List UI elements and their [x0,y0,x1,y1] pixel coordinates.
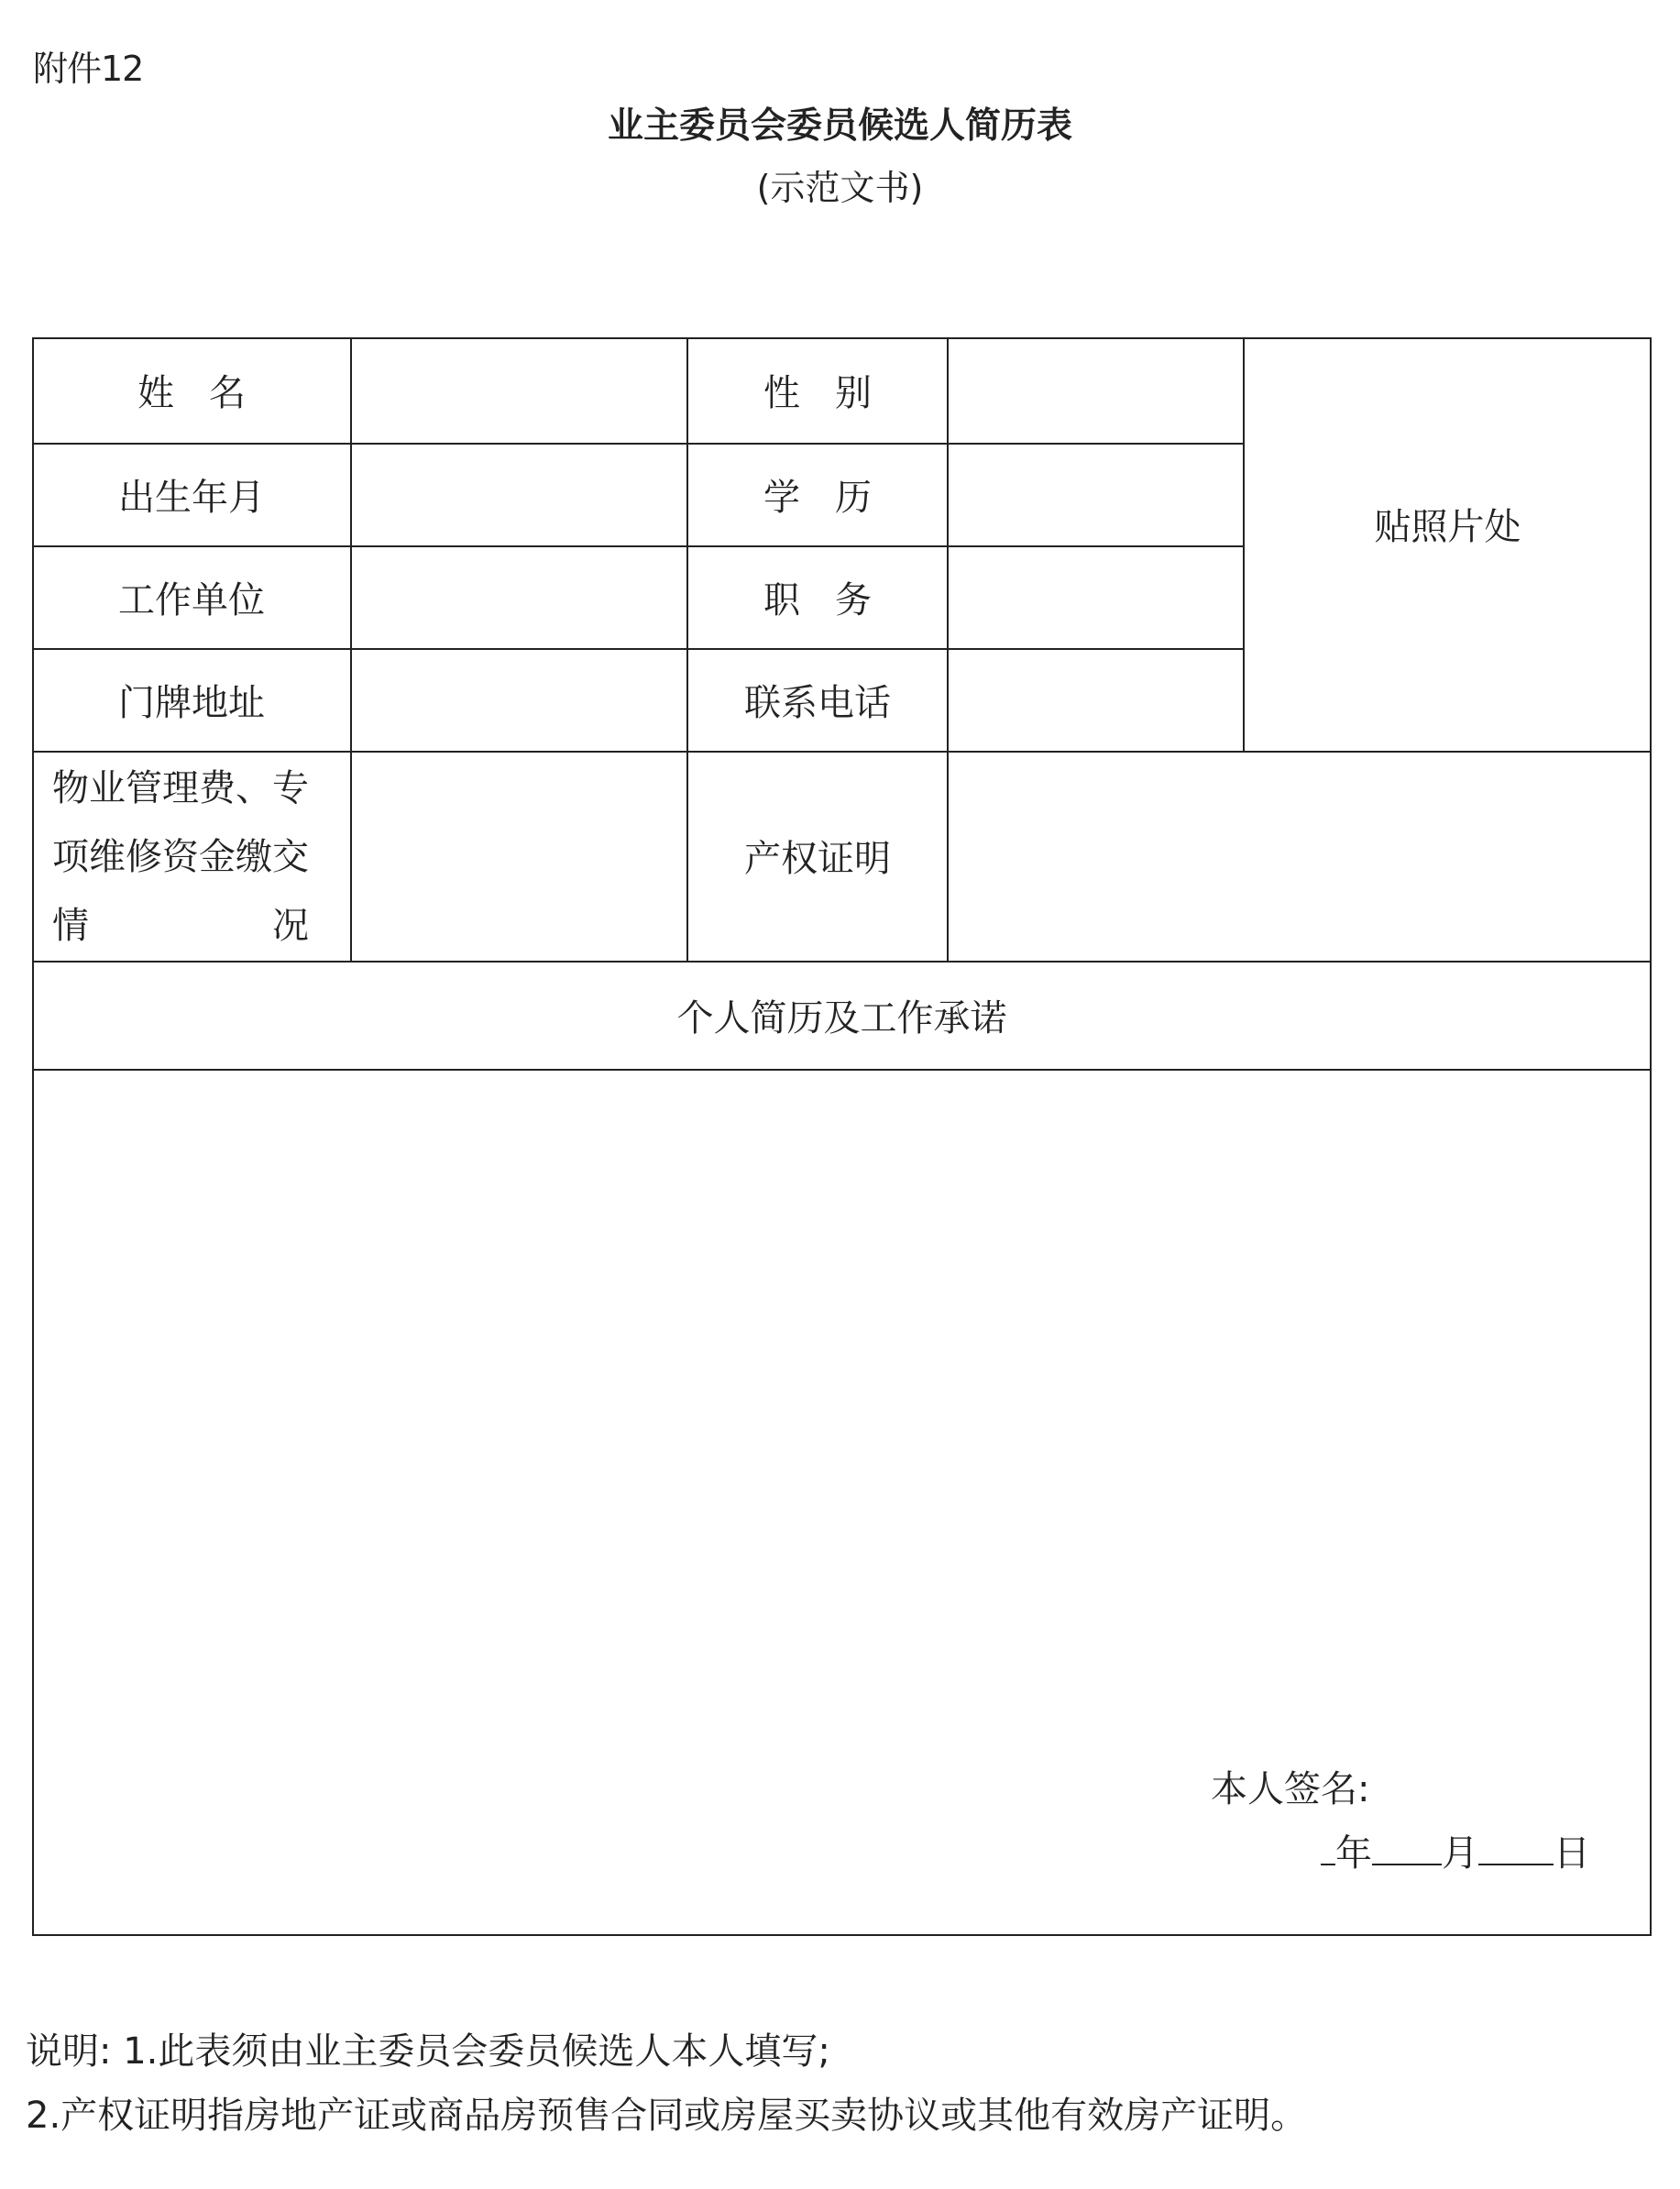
signature-date[interactable] [1321,1824,1590,1876]
column-divider [1243,337,1245,752]
gender-label-cell [687,337,948,443]
employer-label: 工作单位 [118,578,265,622]
note-line-2: 2.产权证明指房地产证或商品房预售合同或房屋买卖协议或其他有效房产证明。 [26,2095,1308,2137]
education-label: 学历 [763,476,906,519]
attachment-number: 附件12 [33,49,144,89]
position-label: 职务 [763,578,906,622]
table-border [32,337,1652,339]
property-label: 产权证明 [744,838,891,880]
gender-label: 性别 [763,372,906,414]
table-border [1650,337,1652,1936]
fee-label-cell [32,751,351,961]
row-divider [32,545,1244,547]
row-divider [32,1069,1652,1071]
row-divider [32,961,1652,962]
candidate-resume-table [32,337,1652,1936]
form-title: 业主委员会委员候选人简历表 [607,105,1072,147]
birth-input[interactable] [351,443,687,545]
row-divider [32,751,1652,753]
property-input[interactable] [948,751,1652,961]
name-label: 姓名 [137,372,280,414]
address-label: 门牌地址 [118,681,265,724]
birth-label: 出生年月 [118,476,265,519]
table-border [32,337,34,1936]
fee-label: 物业管理费、专项维修资金缴交情况 [52,767,309,947]
day-blank[interactable] [1478,1831,1554,1865]
column-divider [686,337,688,962]
address-input[interactable] [351,648,687,751]
month-blank[interactable] [1372,1831,1442,1865]
form-subtitle: (示范文书) [756,168,924,208]
year-label: 年 [1335,1832,1372,1875]
education-label-cell [687,443,948,545]
row-divider [32,443,1244,445]
resume-header: 个人简历及工作承诺 [676,996,1007,1040]
day-label: 日 [1554,1832,1590,1875]
column-divider [947,337,949,962]
phone-input[interactable] [948,648,1244,751]
gender-input[interactable] [948,337,1244,443]
row-divider [32,648,1244,650]
photo-label: 贴照片处 [1374,506,1521,548]
position-label-cell [687,545,948,648]
table-border [32,1934,1652,1936]
column-divider [350,337,352,962]
name-input[interactable] [351,337,687,443]
name-label-cell [32,337,351,443]
month-label: 月 [1442,1832,1478,1875]
resume-input[interactable] [32,1069,1652,1936]
signature-label: 本人签名: [1211,1768,1370,1810]
note-line-1: 说明: 1.此表须由业主委员会委员候选人本人填写; [26,2030,830,2073]
position-input[interactable] [948,545,1244,648]
year-blank[interactable] [1321,1831,1335,1865]
education-input[interactable] [948,443,1244,545]
fee-input[interactable] [351,751,687,961]
photo-area[interactable] [1244,337,1652,751]
employer-input[interactable] [351,545,687,648]
phone-label: 联系电话 [744,681,891,724]
